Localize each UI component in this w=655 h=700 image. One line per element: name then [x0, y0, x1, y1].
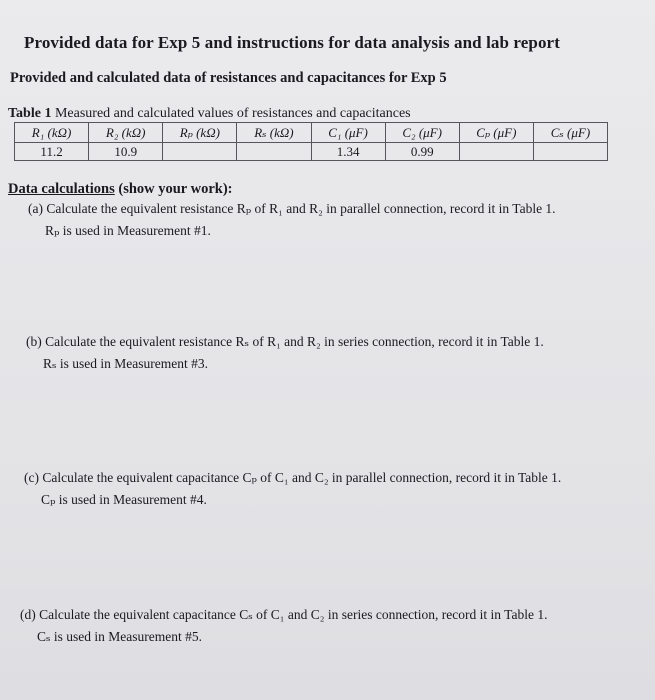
header-cs: Cₛ (μF)	[533, 123, 607, 143]
header-rs: Rₛ (kΩ)	[237, 123, 311, 143]
question-a-note: Rₚ is used in Measurement #1.	[45, 223, 211, 238]
cell-c2: 0.99	[385, 143, 459, 161]
cell-r2: 10.9	[89, 143, 163, 161]
cell-cs	[533, 143, 607, 161]
header-r2: R₂ (kΩ)	[89, 123, 163, 143]
question-d-note: Cₛ is used in Measurement #5.	[37, 629, 203, 644]
table-caption-text: Measured and calculated values of resistances and capacitances	[51, 106, 411, 121]
table-caption-label: Table 1	[8, 106, 52, 121]
page-title: Provided data for Exp 5 and instructions for data analysis and lab report	[24, 33, 560, 52]
question-b	[26, 331, 544, 375]
data-calculations-suffix: (show your work):	[114, 181, 233, 197]
question-d-text: (d) Calculate the equivalent capacitance Cₛ of C₁ and C₂ in series connection, record it in Table 1.	[20, 607, 548, 622]
table-caption	[8, 106, 411, 122]
question-a-text: (a) Calculate the equivalent resistance Rₚ of R₁ and R₂ in parallel connection, record it in Table 1.	[28, 201, 556, 216]
header-c1: C₁ (μF)	[311, 123, 385, 143]
question-c-text: (c) Calculate the equivalent capacitance Cₚ of C₁ and C₂ in parallel connection, record it in Table 1.	[24, 470, 562, 485]
header-rp: Rₚ (kΩ)	[163, 123, 237, 143]
table-row	[15, 143, 608, 161]
header-cp: Cₚ (μF)	[459, 123, 533, 143]
question-a	[28, 198, 556, 242]
question-d	[20, 604, 547, 648]
cell-c1: 1.34	[311, 143, 385, 161]
cell-r1: 11.2	[15, 143, 89, 161]
data-calculations-label: Data calculations	[8, 181, 115, 197]
cell-rs	[237, 143, 311, 161]
question-c	[24, 467, 561, 511]
table-header-row	[15, 123, 608, 143]
resistance-capacitance-table	[14, 122, 608, 161]
cell-cp	[459, 143, 533, 161]
question-b-text: (b) Calculate the equivalent resistance Rₛ of R₁ and R₂ in series connection, record it in Table 1.	[26, 334, 544, 349]
question-c-note: Cₚ is used in Measurement #4.	[41, 492, 207, 507]
section-subtitle: Provided and calculated data of resistances and capacitances for Exp 5	[10, 70, 447, 86]
data-calculations-heading	[8, 181, 232, 198]
header-r1: R₁ (kΩ)	[15, 123, 89, 143]
cell-rp	[163, 143, 237, 161]
question-b-note: Rₛ is used in Measurement #3.	[43, 356, 209, 371]
header-c2: C₂ (μF)	[385, 123, 459, 143]
